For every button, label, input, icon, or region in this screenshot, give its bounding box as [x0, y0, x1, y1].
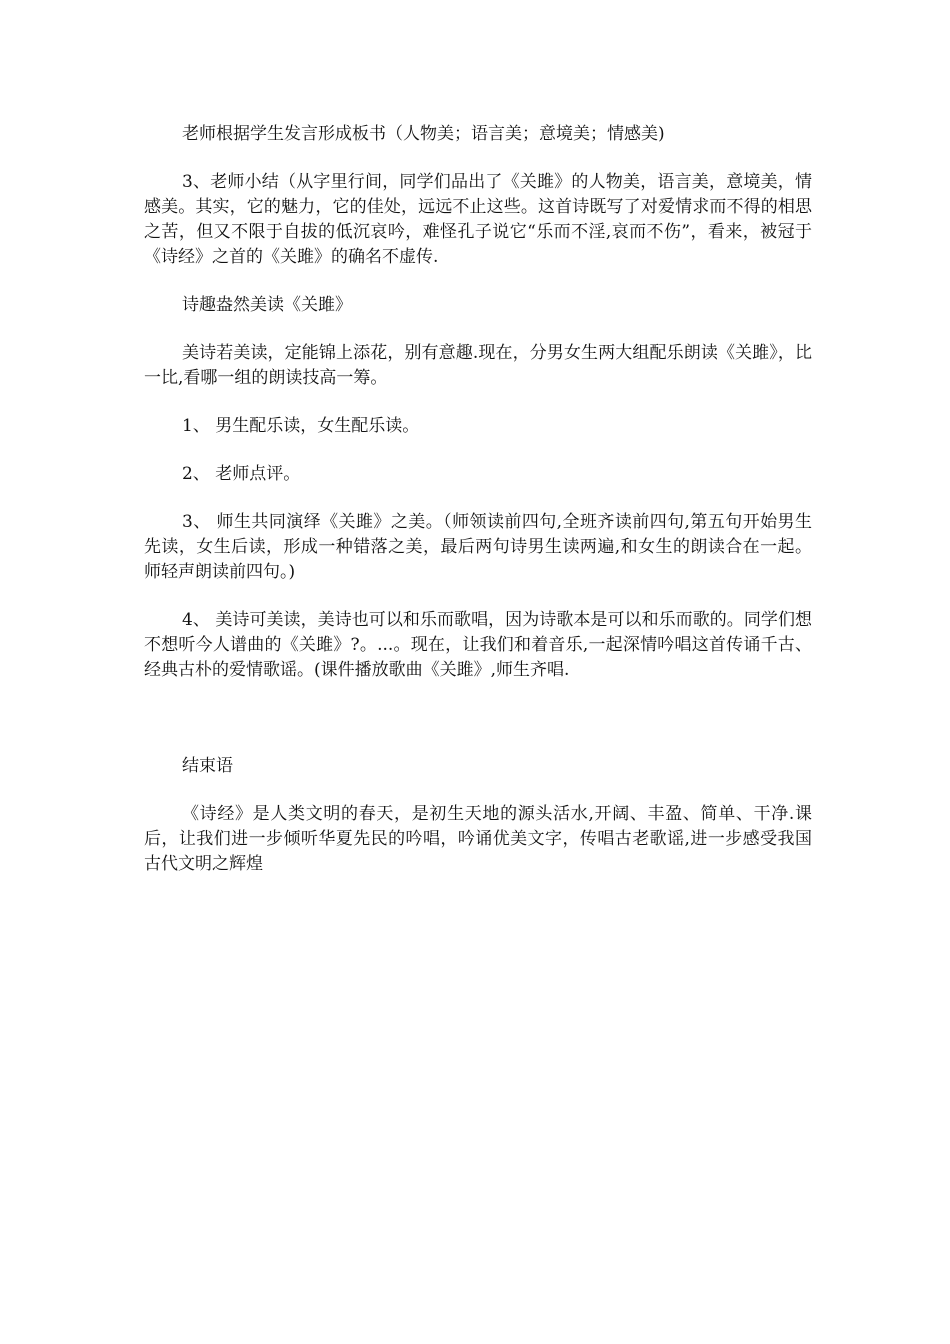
step-4-paragraph: 4、 美诗可美读，美诗也可以和乐而歌唱，因为诗歌本是可以和乐而歌的。同学们想不想听今人谱曲的《关雎》?。...。现在，让我们和着音乐,一起深情吟唱这首传诵千古、经典古朴的爱情歌谣。(课件播放歌曲《关雎》,师生齐唱.: [144, 610, 812, 680]
section-heading-reading: 诗趣盎然美读《关雎》: [182, 295, 352, 315]
teacher-summary-paragraph: 3、老师小结（从字里行间，同学们品出了《关雎》的人物美，语言美，意境美，情感美。其实，它的魅力，它的佳处，远远不止这些。这首诗既写了对爱情求而不得的相思之苦，但又不限于自拔的低沉哀吟，难怪孔子说它“乐而不淫,哀而不伤”，看来，被冠于《诗经》之首的《关雎》的确名不虚传.: [144, 172, 812, 267]
section-heading-conclusion: 结束语: [182, 756, 233, 776]
document-body: [144, 122, 812, 900]
conclusion-paragraph: 《诗经》是人类文明的春天，是初生天地的源头活水,开阔、丰盈、简单、干净.课后，让我们进一步倾听华夏先民的吟唱，吟诵优美文字，传唱古老歌谣,进一步感受我国古代文明之辉煌: [144, 804, 812, 874]
step-3-paragraph: 3、 师生共同演绎《关雎》之美。（师领读前四句,全班齐读前四句,第五句开始男生先读，女生后读，形成一种错落之美，最后两句诗男生读两遍,和女生的朗读合在一起。师轻声朗读前四句。): [144, 512, 812, 582]
blank-space: [144, 706, 812, 754]
reading-intro-paragraph: 美诗若美读，定能锦上添花，别有意趣.现在，分男女生两大组配乐朗读《关雎》，比一比,看哪一组的朗读技高一筹。: [144, 343, 812, 388]
step-2-paragraph: 2、 老师点评。: [182, 464, 301, 484]
step-1-paragraph: 1、 男生配乐读，女生配乐读。: [182, 416, 420, 436]
blackboard-summary-paragraph: 老师根据学生发言形成板书（人物美；语言美；意境美；情感美): [182, 124, 665, 144]
